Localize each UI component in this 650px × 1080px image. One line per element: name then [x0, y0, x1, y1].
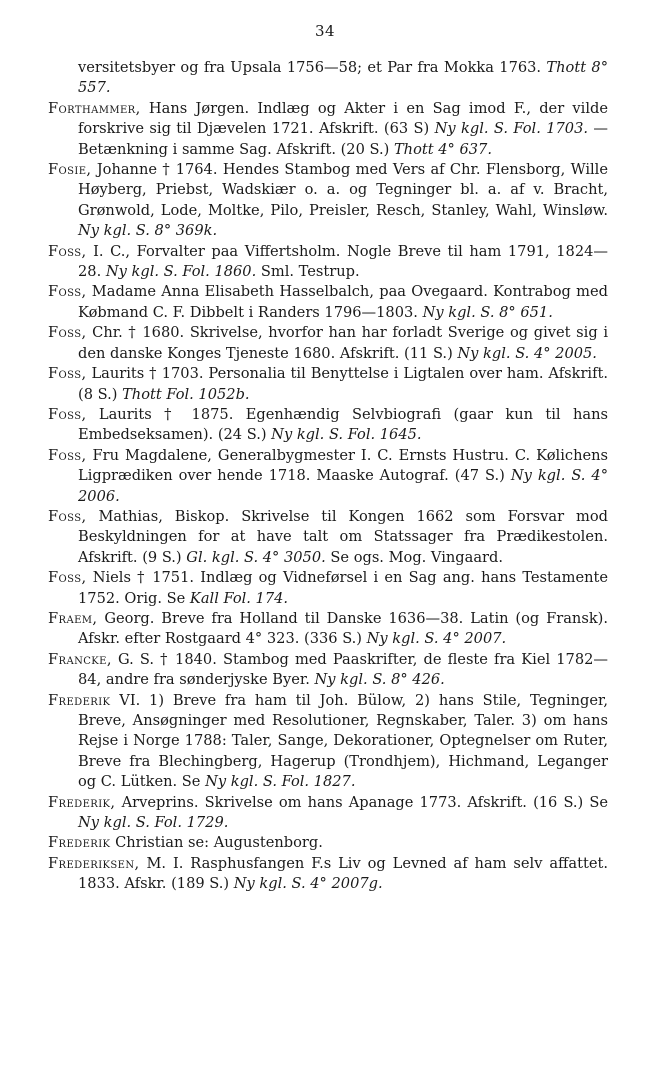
entry-shelfmark: Ny kgl. S. 4° 2006. — [78, 467, 608, 505]
entry-description: VI. 1) Breve fra ham til Joh. Bülow, 2) hans Stile, Tegninger, Breve, Ansøgninger med Resolutioner, Regnskaber, Taler. 3) om hans Rejse i Norge 1788: Taler, Sange, Dekorationer, Optegnelser om Ruter, Breve fra Blechingberg, Hagerup (Trondhjem), Hichmand, Leganger og C. Lütken. Se — [78, 691, 608, 791]
entry-shelfmark: Ny kgl. S. Fol. 1703. — [434, 120, 589, 138]
register-text — [48, 58, 608, 895]
register-entry — [48, 364, 608, 405]
entry-shelfmark: Gl. kgl. S. 4° 3050. — [186, 548, 326, 566]
entry-description: Laurits † 1875. Egenhændig Selvbiografi (gaar kun til hans Embedseksamen). (24 S.) — [78, 405, 608, 444]
entry-description: G. S. † 1840. Stambog med Paaskrifter, de fleste fra Kiel 1782—84, andre fra sønderjyske Byer. — [78, 650, 608, 689]
entry-description: Chr. † 1680. Skrivelse, hvorfor han har forladt Sverige og givet sig i den danske Konges Tjeneste 1680. Afskrift. (11 S.) — [78, 324, 608, 362]
register-entry — [48, 323, 608, 364]
entry-shelfmark: Ny kgl. S. 4° 2005. — [457, 344, 597, 362]
entry-shelfmark: Ny kgl. S. 8° 651. — [422, 303, 553, 321]
entry-name: Foss, — [48, 365, 87, 383]
register-entry — [48, 854, 608, 895]
register-entry — [48, 833, 608, 853]
register-entry — [48, 507, 608, 568]
entry-name: Foss, — [48, 569, 87, 587]
entry-shelfmark: Ny kgl. S. Fol. 1645. — [271, 426, 422, 444]
register-entry — [48, 691, 608, 793]
register-entry — [48, 242, 608, 283]
page-number: 34 — [314, 22, 336, 40]
entry-name: Frederik — [48, 834, 111, 852]
entry-name: Frederiksen, — [48, 854, 140, 872]
entry-description: M. I. Rasphusfangen F.s Liv og Levned af ham selv affattet. 1833. Afskr. (189 S.) — [78, 854, 608, 893]
entry-name: Fosie, — [48, 161, 92, 179]
register-entry — [48, 793, 608, 834]
entry-shelfmark: Thott Fol. 1052b. — [122, 385, 250, 403]
entry-name: Foss, — [48, 507, 87, 525]
register-entry — [48, 650, 608, 691]
entry-description: Fru Magdalene, Generalbygmester I. C. Ernsts Hustru. C. Kølichens Ligprædiken over hende 1718. Maaske Autograf. (47 S.) — [78, 446, 608, 485]
entry-shelfmark: Ny kgl. S. Fol. 1729. — [78, 814, 229, 832]
entry-shelfmark: Ny kgl. S. Fol. 1827. — [205, 773, 356, 791]
entry-shelfmark: Thott 4° 637. — [393, 140, 492, 158]
entry-name: Forthammer, — [48, 99, 141, 117]
entry-shelfmark: Ny kgl. S. 4° 2007g. — [233, 875, 383, 893]
entry-description: Mathias, Biskop. Skrivelse til Kongen 1662 som Forsvar mod Beskyldningen for at have talt om Statssager fra Prædikestolen. Afskrift. (9 S.) — [78, 507, 608, 566]
entry-description: Christian se: Augustenborg. — [110, 834, 323, 852]
entry-description: Laurits † 1703. Personalia til Benyttelse i Ligtalen over ham. Afskrift. (8 S.) — [78, 365, 608, 403]
entry-name: Fraem, — [48, 609, 98, 627]
entry-name: Frederik, — [48, 793, 116, 811]
entry-name: Foss, — [48, 405, 87, 423]
entry-name: Foss, — [48, 446, 87, 464]
entry-description: Se ogs. Mog. Vingaard. — [325, 548, 503, 566]
entry-description: Arveprins. Skrivelse om hans Apanage 1773. Afskrift. (16 S.) Se — [115, 793, 608, 811]
entry-description: — Betænkning i samme Sag. Afskrift. (20 S.) — [78, 120, 608, 158]
register-entry — [48, 160, 608, 242]
entry-description: Johanne † 1764. Hendes Stambog med Vers af Chr. Flensborg, Wille Høyberg, Priebst, Wadskiær o. a. og Tegninger bl. a. af v. Bracht, Grønwold, Lode, Moltke, Pilo, Preisler, Resch, Stanley, Wahl, Winsløw. — [78, 161, 608, 219]
entry-shelfmark: Kall Fol. 174. — [189, 589, 289, 607]
entry-description: Madame Anna Elisabeth Hasselbalch, paa Ovegaard. Kontrabog med Købmand C. F. Dibbelt i Randers 1796—1803. — [78, 283, 608, 321]
register-entry — [48, 609, 608, 650]
entry-name: Foss, — [48, 242, 87, 260]
entry-name: Foss, — [48, 283, 87, 301]
entry-shelfmark: Ny kgl. S. 8° 426. — [314, 671, 445, 689]
register-entry-continuation — [48, 58, 608, 99]
entry-name: Frederik — [48, 691, 111, 709]
register-entry — [48, 568, 608, 609]
entry-description: Georg. Breve fra Holland til Danske 1636—38. Latin (og Fransk). Afskr. efter Rostgaard 4° 323. (336 S.) — [78, 609, 608, 648]
entry-description: versitetsbyer og fra Upsala 1756—58; et Par fra Mokka 1763. — [78, 59, 542, 76]
register-entry — [48, 99, 608, 160]
entry-shelfmark: Ny kgl. S. 4° 2007. — [366, 630, 507, 648]
entry-shelfmark: Ny kgl. S. Fol. 1860. — [105, 263, 257, 281]
entry-name: Foss, — [48, 324, 87, 342]
register-entry — [48, 446, 608, 507]
entry-shelfmark: Ny kgl. S. 8° 369k. — [78, 222, 218, 240]
entry-description: Hans Jørgen. Indlæg og Akter i en Sag imod F., der vilde forskrive sig til Djævelen 1721. Afskrift. (63 S) — [78, 99, 608, 138]
entry-description: Niels † 1751. Indlæg og Vidneførsel i en Sag ang. hans Testamente 1752. Orig. Se — [78, 569, 608, 607]
entry-description: I. C., Forvalter paa Viffertsholm. Nogle Breve til ham 1791, 1824—28. — [78, 242, 608, 281]
register-entry — [48, 282, 608, 323]
entry-name: Francke, — [48, 650, 112, 668]
register-entry — [48, 405, 608, 446]
entry-shelfmark: Thott 8° 557. — [78, 59, 608, 97]
entry-description: Sml. Testrup. — [256, 263, 360, 281]
